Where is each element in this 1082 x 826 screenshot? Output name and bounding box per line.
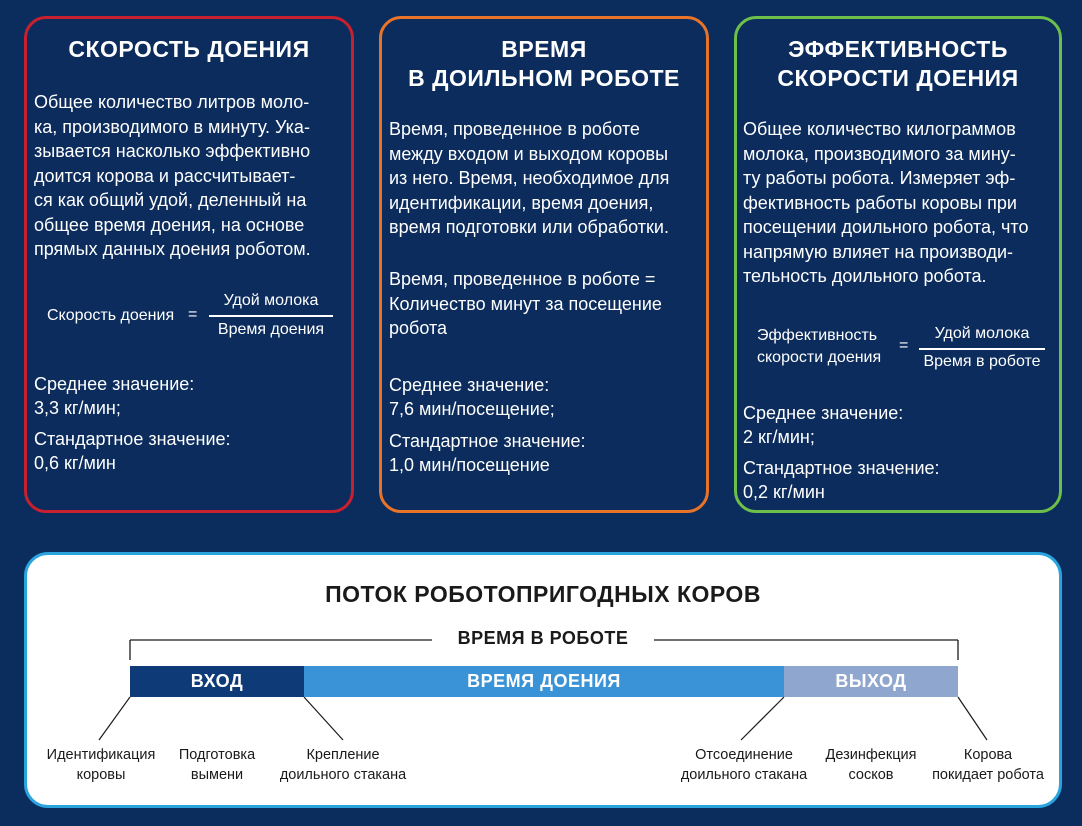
segment-entry: ВХОД: [130, 666, 304, 697]
card-title: ВРЕМЯ В ДОИЛЬНОМ РОБОТЕ: [408, 36, 680, 91]
pointer-cow-leaves: [958, 697, 987, 740]
standard-value: 1,0 мин/посещение: [389, 455, 550, 475]
card-formula-text: Время, проведенное в роботе = Количество минут за посещение робота: [389, 269, 662, 338]
card-description: Время, проведенное в роботе между входом и выходом коровы из него. Время, необходимое для идентификации, время доения, время подготовки или обработки.: [389, 119, 670, 237]
formula-milking-speed: [47, 291, 347, 347]
step-teat-disinfection: Дезинфекция сосков: [825, 747, 917, 783]
formula-numerator: Удой молока: [934, 325, 1030, 342]
step-udder-prep: Подготовка вымени: [178, 747, 256, 783]
standard-label: Стандартное значение:: [743, 458, 940, 478]
flow-title: ПОТОК РОБОТОПРИГОДНЫХ КОРОВ: [325, 581, 761, 607]
step-cup-attachment: Крепление доильного стакана: [279, 747, 407, 783]
average-label: Среднее значение:: [34, 374, 195, 394]
pointer-detachment: [741, 697, 784, 740]
cow-flow-panel: [24, 552, 1062, 808]
segment-milking-time: ВРЕМЯ ДОЕНИЯ: [304, 666, 784, 697]
standard-value: 0,6 кг/мин: [34, 453, 116, 473]
segment-exit: ВЫХОД: [784, 666, 958, 697]
formula-equals: =: [899, 337, 909, 354]
standard-label: Стандартное значение:: [389, 431, 586, 451]
formula-milking-efficiency: [757, 321, 1057, 377]
average-label: Среднее значение:: [743, 403, 904, 423]
formula-numerator: Удой молока: [223, 292, 319, 309]
pointer-identification: [99, 697, 130, 740]
card-description: Общее количество килограммов молока, производимого за мину- ту работы робота. Измеряет эф- фективность работы коровы при посещении доильного робота, что напрямую влияет на производи- тельность доильного робота.: [743, 119, 1029, 286]
average-label: Среднее значение:: [389, 375, 550, 395]
step-cup-detachment: Отсоединение доильного стакана: [680, 747, 808, 783]
standard-label: Стандартное значение:: [34, 429, 231, 449]
card-title: СКОРОСТЬ ДОЕНИЯ: [68, 36, 310, 62]
average-value: 2 кг/мин;: [743, 427, 815, 447]
card-milking-speed: [24, 16, 354, 513]
pointer-attachment: [304, 697, 343, 740]
card-description: Общее количество литров моло- ка, производимого в минуту. Ука- зывается насколько эффективно доится корова и рассчитывает- ся как общий удой, деленный на общее время доения, на основе прямых данных доения роботом.: [34, 92, 311, 259]
formula-fraction-bar: [919, 348, 1045, 350]
formula-denominator: Время в роботе: [923, 353, 1041, 370]
time-in-robot-label: ВРЕМЯ В РОБОТЕ: [457, 628, 629, 648]
step-cow-leaves: Корова покидает робота: [932, 747, 1044, 783]
average-value: 7,6 мин/посещение;: [389, 399, 555, 419]
formula-lhs: Эффективность скорости доения: [757, 327, 882, 366]
formula-lhs: Скорость доения: [47, 307, 175, 324]
card-time-in-robot: [379, 16, 709, 513]
card-milking-efficiency: [734, 16, 1062, 513]
formula-equals: =: [188, 306, 198, 323]
standard-value: 0,2 кг/мин: [743, 482, 825, 502]
card-title: ЭФФЕКТИВНОСТЬ СКОРОСТИ ДОЕНИЯ: [777, 36, 1019, 91]
formula-fraction-bar: [209, 315, 333, 317]
formula-denominator: Время доения: [217, 321, 325, 338]
step-identification: Идентификация коровы: [46, 747, 156, 783]
average-value: 3,3 кг/мин;: [34, 398, 121, 418]
